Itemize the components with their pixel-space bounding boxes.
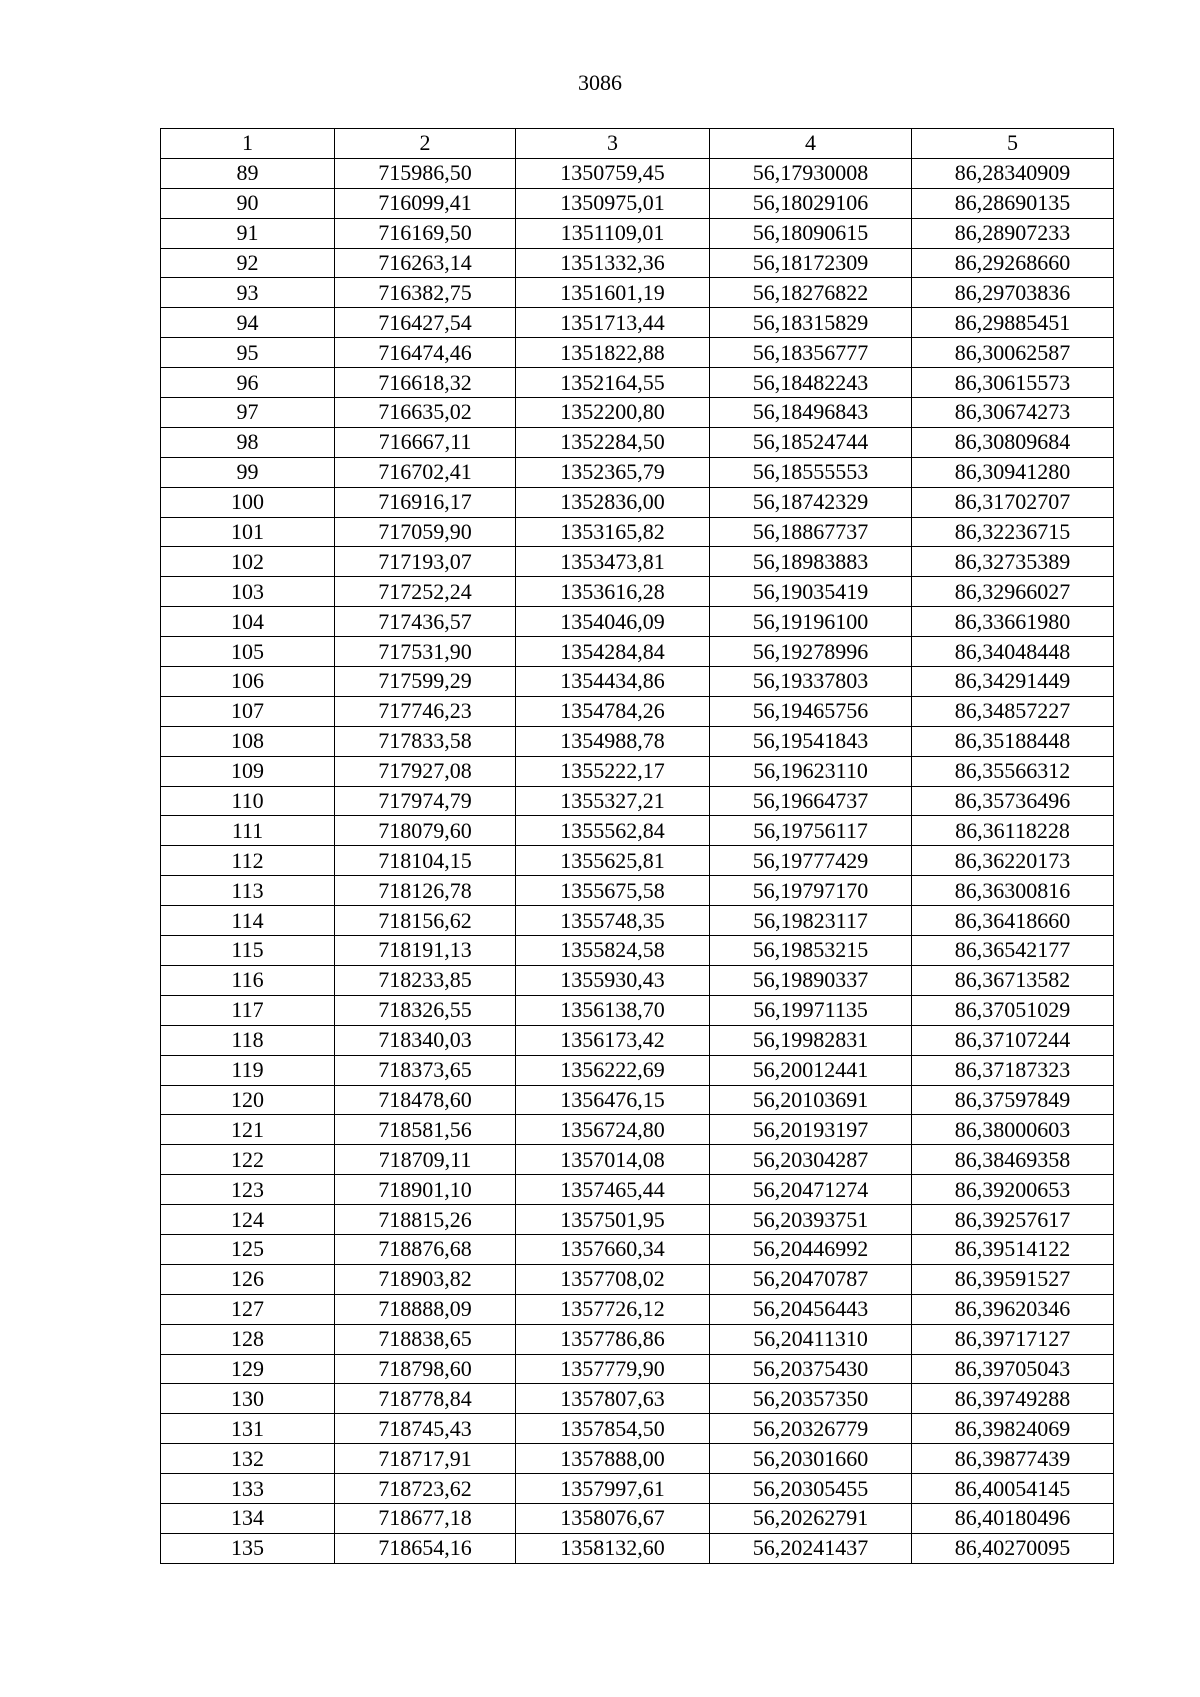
- table-cell-col-1: 90: [161, 188, 335, 218]
- table-cell-col-3: 1351109,01: [516, 218, 710, 248]
- table-row: [161, 1474, 1114, 1504]
- column-header-3: 3: [516, 129, 710, 159]
- table-cell-col-4: 56,20304287: [710, 1145, 912, 1175]
- table-cell-col-3: 1352365,79: [516, 457, 710, 487]
- table-row: [161, 637, 1114, 667]
- table-cell-col-5: 86,39620346: [912, 1294, 1114, 1324]
- table-cell-col-1: 125: [161, 1234, 335, 1264]
- table-cell-col-2: 716667,11: [335, 427, 516, 457]
- table-cell-col-2: 718654,16: [335, 1533, 516, 1563]
- table-cell-col-5: 86,39717127: [912, 1324, 1114, 1354]
- coordinates-table: [160, 128, 1114, 1564]
- table-cell-col-1: 133: [161, 1474, 335, 1504]
- table-cell-col-1: 124: [161, 1205, 335, 1235]
- table-cell-col-5: 86,32966027: [912, 577, 1114, 607]
- table-row: [161, 457, 1114, 487]
- table-cell-col-5: 86,37187323: [912, 1055, 1114, 1085]
- table-cell-col-2: 718340,03: [335, 1025, 516, 1055]
- table-cell-col-1: 119: [161, 1055, 335, 1085]
- table-row: [161, 1444, 1114, 1474]
- table-cell-col-4: 56,18524744: [710, 427, 912, 457]
- table-cell-col-3: 1354784,26: [516, 696, 710, 726]
- table-cell-col-1: 111: [161, 816, 335, 846]
- table-cell-col-2: 717746,23: [335, 696, 516, 726]
- table-cell-col-4: 56,19623110: [710, 756, 912, 786]
- table-cell-col-5: 86,29268660: [912, 248, 1114, 278]
- table-cell-col-4: 56,18090615: [710, 218, 912, 248]
- table-cell-col-3: 1355562,84: [516, 816, 710, 846]
- table-cell-col-4: 56,19664737: [710, 786, 912, 816]
- table-cell-col-3: 1355824,58: [516, 936, 710, 966]
- table-cell-col-4: 56,18029106: [710, 188, 912, 218]
- table-cell-col-5: 86,28690135: [912, 188, 1114, 218]
- table-cell-col-4: 56,19797170: [710, 876, 912, 906]
- table-cell-col-4: 56,19971135: [710, 995, 912, 1025]
- table-cell-col-2: 717059,90: [335, 517, 516, 547]
- table-cell-col-3: 1355748,35: [516, 906, 710, 936]
- table-cell-col-1: 114: [161, 906, 335, 936]
- table-cell-col-5: 86,38000603: [912, 1115, 1114, 1145]
- table-cell-col-5: 86,39514122: [912, 1234, 1114, 1264]
- table-cell-col-5: 86,30062587: [912, 338, 1114, 368]
- table-cell-col-3: 1350759,45: [516, 158, 710, 188]
- table-cell-col-3: 1355222,17: [516, 756, 710, 786]
- table-cell-col-5: 86,28340909: [912, 158, 1114, 188]
- table-cell-col-1: 100: [161, 487, 335, 517]
- table-row: [161, 1294, 1114, 1324]
- table-cell-col-2: 717436,57: [335, 607, 516, 637]
- table-cell-col-2: 716618,32: [335, 368, 516, 398]
- table-cell-col-2: 718745,43: [335, 1414, 516, 1444]
- table-cell-col-4: 56,19890337: [710, 965, 912, 995]
- table-cell-col-4: 56,19982831: [710, 1025, 912, 1055]
- table-cell-col-1: 131: [161, 1414, 335, 1444]
- table-cell-col-5: 86,30674273: [912, 398, 1114, 428]
- table-cell-col-2: 716474,46: [335, 338, 516, 368]
- table-cell-col-4: 56,20446992: [710, 1234, 912, 1264]
- table-cell-col-3: 1352164,55: [516, 368, 710, 398]
- table-cell-col-5: 86,38469358: [912, 1145, 1114, 1175]
- table-cell-col-1: 117: [161, 995, 335, 1025]
- table-cell-col-2: 718373,65: [335, 1055, 516, 1085]
- table-cell-col-3: 1352200,80: [516, 398, 710, 428]
- table-cell-col-1: 109: [161, 756, 335, 786]
- table-cell-col-4: 56,18867737: [710, 517, 912, 547]
- table-row: [161, 1055, 1114, 1085]
- table-cell-col-4: 56,20262791: [710, 1503, 912, 1533]
- table-row: [161, 1085, 1114, 1115]
- table-row: [161, 906, 1114, 936]
- table-cell-col-5: 86,37107244: [912, 1025, 1114, 1055]
- table-cell-col-2: 718079,60: [335, 816, 516, 846]
- table-row: [161, 696, 1114, 726]
- table-cell-col-1: 91: [161, 218, 335, 248]
- table-cell-col-1: 122: [161, 1145, 335, 1175]
- table-row: [161, 1025, 1114, 1055]
- table-cell-col-3: 1358076,67: [516, 1503, 710, 1533]
- column-header-4: 4: [710, 129, 912, 159]
- table-cell-col-1: 92: [161, 248, 335, 278]
- table-cell-col-3: 1353165,82: [516, 517, 710, 547]
- table-row: [161, 846, 1114, 876]
- table-row: [161, 1234, 1114, 1264]
- table-cell-col-5: 86,40054145: [912, 1474, 1114, 1504]
- table-cell-col-1: 97: [161, 398, 335, 428]
- table-cell-col-4: 56,18482243: [710, 368, 912, 398]
- table-cell-col-2: 717599,29: [335, 667, 516, 697]
- table-row: [161, 158, 1114, 188]
- table-row: [161, 965, 1114, 995]
- table-cell-col-5: 86,39877439: [912, 1444, 1114, 1474]
- table-cell-col-1: 123: [161, 1175, 335, 1205]
- table-cell-col-2: 718478,60: [335, 1085, 516, 1115]
- table-cell-col-1: 93: [161, 278, 335, 308]
- table-cell-col-1: 130: [161, 1384, 335, 1414]
- table-cell-col-4: 56,19035419: [710, 577, 912, 607]
- table-cell-col-5: 86,36542177: [912, 936, 1114, 966]
- table-cell-col-5: 86,28907233: [912, 218, 1114, 248]
- table-cell-col-3: 1357660,34: [516, 1234, 710, 1264]
- table-cell-col-1: 126: [161, 1264, 335, 1294]
- table-cell-col-3: 1355930,43: [516, 965, 710, 995]
- table-cell-col-4: 56,20456443: [710, 1294, 912, 1324]
- table-cell-col-3: 1351332,36: [516, 248, 710, 278]
- table-cell-col-4: 56,20393751: [710, 1205, 912, 1235]
- table-cell-col-2: 715986,50: [335, 158, 516, 188]
- table-row: [161, 876, 1114, 906]
- table-cell-col-2: 716263,14: [335, 248, 516, 278]
- table-cell-col-4: 56,18555553: [710, 457, 912, 487]
- column-header-2: 2: [335, 129, 516, 159]
- table-row: [161, 1145, 1114, 1175]
- table-cell-col-1: 115: [161, 936, 335, 966]
- table-row: [161, 427, 1114, 457]
- table-cell-col-3: 1356724,80: [516, 1115, 710, 1145]
- table-cell-col-3: 1357786,86: [516, 1324, 710, 1354]
- table-cell-col-4: 56,20305455: [710, 1474, 912, 1504]
- table-cell-col-2: 716702,41: [335, 457, 516, 487]
- table-cell-col-3: 1354434,86: [516, 667, 710, 697]
- table-cell-col-4: 56,20301660: [710, 1444, 912, 1474]
- table-cell-col-5: 86,34048448: [912, 637, 1114, 667]
- table-cell-col-2: 718876,68: [335, 1234, 516, 1264]
- table-row: [161, 487, 1114, 517]
- table-cell-col-1: 108: [161, 726, 335, 756]
- table-cell-col-4: 56,20375430: [710, 1354, 912, 1384]
- table-cell-col-2: 718104,15: [335, 846, 516, 876]
- table-cell-col-2: 718126,78: [335, 876, 516, 906]
- table-cell-col-2: 718723,62: [335, 1474, 516, 1504]
- table-cell-col-3: 1355327,21: [516, 786, 710, 816]
- table-cell-col-4: 56,18356777: [710, 338, 912, 368]
- table-cell-col-5: 86,30615573: [912, 368, 1114, 398]
- table-cell-col-3: 1354988,78: [516, 726, 710, 756]
- table-cell-col-5: 86,39824069: [912, 1414, 1114, 1444]
- table-cell-col-3: 1357779,90: [516, 1354, 710, 1384]
- table-cell-col-2: 718233,85: [335, 965, 516, 995]
- table-cell-col-5: 86,36220173: [912, 846, 1114, 876]
- table-cell-col-3: 1354046,09: [516, 607, 710, 637]
- table-cell-col-5: 86,40270095: [912, 1533, 1114, 1563]
- table-row: [161, 607, 1114, 637]
- table-row: [161, 1205, 1114, 1235]
- table-cell-col-4: 56,19196100: [710, 607, 912, 637]
- table-cell-col-2: 716635,02: [335, 398, 516, 428]
- table-cell-col-2: 717833,58: [335, 726, 516, 756]
- table-cell-col-2: 718581,56: [335, 1115, 516, 1145]
- table-cell-col-1: 104: [161, 607, 335, 637]
- table-cell-col-5: 86,36118228: [912, 816, 1114, 846]
- table-cell-col-5: 86,39705043: [912, 1354, 1114, 1384]
- table-cell-col-2: 716169,50: [335, 218, 516, 248]
- table-cell-col-2: 718815,26: [335, 1205, 516, 1235]
- table-cell-col-1: 134: [161, 1503, 335, 1533]
- table-cell-col-4: 56,20411310: [710, 1324, 912, 1354]
- table-cell-col-4: 56,17930008: [710, 158, 912, 188]
- table-cell-col-4: 56,18276822: [710, 278, 912, 308]
- table-row: [161, 1384, 1114, 1414]
- table-row: [161, 338, 1114, 368]
- table-cell-col-5: 86,36418660: [912, 906, 1114, 936]
- table-cell-col-5: 86,39200653: [912, 1175, 1114, 1205]
- table-cell-col-3: 1357708,02: [516, 1264, 710, 1294]
- table-row: [161, 1115, 1114, 1145]
- table-cell-col-5: 86,35736496: [912, 786, 1114, 816]
- table-cell-col-2: 718156,62: [335, 906, 516, 936]
- table-cell-col-5: 86,29885451: [912, 308, 1114, 338]
- table-row: [161, 1414, 1114, 1444]
- table-cell-col-1: 129: [161, 1354, 335, 1384]
- table-cell-col-1: 94: [161, 308, 335, 338]
- table-row: [161, 248, 1114, 278]
- column-header-5: 5: [912, 129, 1114, 159]
- table-cell-col-3: 1357014,08: [516, 1145, 710, 1175]
- table-row: [161, 1264, 1114, 1294]
- table-cell-col-5: 86,35566312: [912, 756, 1114, 786]
- table-cell-col-1: 121: [161, 1115, 335, 1145]
- table-cell-col-1: 110: [161, 786, 335, 816]
- table-cell-col-1: 99: [161, 457, 335, 487]
- table-cell-col-5: 86,34291449: [912, 667, 1114, 697]
- table-cell-col-4: 56,18983883: [710, 547, 912, 577]
- table-cell-col-4: 56,19756117: [710, 816, 912, 846]
- table-cell-col-2: 718798,60: [335, 1354, 516, 1384]
- table-cell-col-4: 56,19823117: [710, 906, 912, 936]
- table-cell-col-3: 1356138,70: [516, 995, 710, 1025]
- table-row: [161, 368, 1114, 398]
- table-row: [161, 278, 1114, 308]
- table-cell-col-2: 717252,24: [335, 577, 516, 607]
- table-cell-col-3: 1357807,63: [516, 1384, 710, 1414]
- table-row: [161, 1324, 1114, 1354]
- table-row: [161, 667, 1114, 697]
- table-cell-col-3: 1352836,00: [516, 487, 710, 517]
- header-row: [161, 129, 1114, 159]
- table-cell-col-5: 86,39749288: [912, 1384, 1114, 1414]
- table-cell-col-1: 103: [161, 577, 335, 607]
- table-cell-col-1: 101: [161, 517, 335, 547]
- table-row: [161, 308, 1114, 338]
- table-row: [161, 936, 1114, 966]
- table-row: [161, 398, 1114, 428]
- table-cell-col-2: 717974,79: [335, 786, 516, 816]
- table-cell-col-4: 56,20103691: [710, 1085, 912, 1115]
- table-cell-col-5: 86,29703836: [912, 278, 1114, 308]
- table-cell-col-5: 86,36713582: [912, 965, 1114, 995]
- table-cell-col-2: 718326,55: [335, 995, 516, 1025]
- table-cell-col-2: 718778,84: [335, 1384, 516, 1414]
- table-cell-col-3: 1357726,12: [516, 1294, 710, 1324]
- table-row: [161, 1354, 1114, 1384]
- table-cell-col-2: 718903,82: [335, 1264, 516, 1294]
- table-cell-col-2: 718838,65: [335, 1324, 516, 1354]
- table-row: [161, 995, 1114, 1025]
- table-cell-col-3: 1357888,00: [516, 1444, 710, 1474]
- table-cell-col-1: 95: [161, 338, 335, 368]
- table-row: [161, 517, 1114, 547]
- table-cell-col-5: 86,33661980: [912, 607, 1114, 637]
- table-cell-col-3: 1358132,60: [516, 1533, 710, 1563]
- table-row: [161, 1175, 1114, 1205]
- table-cell-col-2: 718717,91: [335, 1444, 516, 1474]
- page-number: 3086: [578, 70, 622, 95]
- table-cell-col-4: 56,20012441: [710, 1055, 912, 1085]
- table-cell-col-3: 1356222,69: [516, 1055, 710, 1085]
- table-cell-col-4: 56,19465756: [710, 696, 912, 726]
- table-cell-col-5: 86,37051029: [912, 995, 1114, 1025]
- table-cell-col-4: 56,18742329: [710, 487, 912, 517]
- table-row: [161, 726, 1114, 756]
- table-cell-col-3: 1352284,50: [516, 427, 710, 457]
- table-row: [161, 547, 1114, 577]
- table-cell-col-3: 1350975,01: [516, 188, 710, 218]
- table-cell-col-4: 56,18315829: [710, 308, 912, 338]
- table-cell-col-4: 56,20470787: [710, 1264, 912, 1294]
- table-cell-col-3: 1354284,84: [516, 637, 710, 667]
- table-cell-col-3: 1357854,50: [516, 1414, 710, 1444]
- column-header-1: 1: [161, 129, 335, 159]
- table-cell-col-3: 1353616,28: [516, 577, 710, 607]
- table-cell-col-5: 86,34857227: [912, 696, 1114, 726]
- table-row: [161, 786, 1114, 816]
- table-cell-col-5: 86,39591527: [912, 1264, 1114, 1294]
- table-cell-col-4: 56,20326779: [710, 1414, 912, 1444]
- table-cell-col-2: 716916,17: [335, 487, 516, 517]
- table-cell-col-3: 1356476,15: [516, 1085, 710, 1115]
- table-cell-col-1: 98: [161, 427, 335, 457]
- table-cell-col-2: 718709,11: [335, 1145, 516, 1175]
- table-row: [161, 816, 1114, 846]
- table-cell-col-4: 56,20241437: [710, 1533, 912, 1563]
- table-cell-col-5: 86,35188448: [912, 726, 1114, 756]
- table-cell-col-5: 86,32735389: [912, 547, 1114, 577]
- table-cell-col-2: 718191,13: [335, 936, 516, 966]
- table-row: [161, 577, 1114, 607]
- table-row: [161, 1533, 1114, 1563]
- table-cell-col-3: 1355675,58: [516, 876, 710, 906]
- table-cell-col-3: 1351601,19: [516, 278, 710, 308]
- table-cell-col-2: 718901,10: [335, 1175, 516, 1205]
- table-cell-col-4: 56,19278996: [710, 637, 912, 667]
- table-cell-col-1: 107: [161, 696, 335, 726]
- table-cell-col-3: 1351822,88: [516, 338, 710, 368]
- table-cell-col-4: 56,20193197: [710, 1115, 912, 1145]
- table-row: [161, 1503, 1114, 1533]
- table-cell-col-1: 96: [161, 368, 335, 398]
- table-row: [161, 188, 1114, 218]
- table-cell-col-1: 89: [161, 158, 335, 188]
- table-cell-col-3: 1353473,81: [516, 547, 710, 577]
- table-cell-col-4: 56,19853215: [710, 936, 912, 966]
- table-cell-col-1: 106: [161, 667, 335, 697]
- table-cell-col-4: 56,18172309: [710, 248, 912, 278]
- table-cell-col-3: 1351713,44: [516, 308, 710, 338]
- table-cell-col-2: 717193,07: [335, 547, 516, 577]
- table-cell-col-5: 86,36300816: [912, 876, 1114, 906]
- table-cell-col-4: 56,20357350: [710, 1384, 912, 1414]
- table-cell-col-3: 1357997,61: [516, 1474, 710, 1504]
- table-cell-col-4: 56,18496843: [710, 398, 912, 428]
- table-cell-col-2: 717531,90: [335, 637, 516, 667]
- table-cell-col-4: 56,19777429: [710, 846, 912, 876]
- table-cell-col-1: 112: [161, 846, 335, 876]
- table-body: [161, 158, 1114, 1563]
- table-cell-col-4: 56,19541843: [710, 726, 912, 756]
- table-cell-col-2: 718677,18: [335, 1503, 516, 1533]
- table-cell-col-5: 86,30809684: [912, 427, 1114, 457]
- table-cell-col-2: 716382,75: [335, 278, 516, 308]
- table-cell-col-5: 86,31702707: [912, 487, 1114, 517]
- table-cell-col-3: 1355625,81: [516, 846, 710, 876]
- table-cell-col-5: 86,39257617: [912, 1205, 1114, 1235]
- table-cell-col-4: 56,20471274: [710, 1175, 912, 1205]
- table-row: [161, 756, 1114, 786]
- table-cell-col-1: 116: [161, 965, 335, 995]
- table-cell-col-1: 118: [161, 1025, 335, 1055]
- table-header: [161, 129, 1114, 159]
- table-cell-col-1: 132: [161, 1444, 335, 1474]
- table-cell-col-1: 127: [161, 1294, 335, 1324]
- table-row: [161, 218, 1114, 248]
- table-cell-col-1: 113: [161, 876, 335, 906]
- table-cell-col-2: 716427,54: [335, 308, 516, 338]
- table-cell-col-3: 1357465,44: [516, 1175, 710, 1205]
- table-cell-col-1: 135: [161, 1533, 335, 1563]
- table-cell-col-1: 105: [161, 637, 335, 667]
- table-cell-col-5: 86,40180496: [912, 1503, 1114, 1533]
- table-cell-col-5: 86,32236715: [912, 517, 1114, 547]
- table-cell-col-2: 718888,09: [335, 1294, 516, 1324]
- table-cell-col-5: 86,30941280: [912, 457, 1114, 487]
- table-cell-col-5: 86,37597849: [912, 1085, 1114, 1115]
- table-cell-col-1: 102: [161, 547, 335, 577]
- table-cell-col-2: 716099,41: [335, 188, 516, 218]
- table-cell-col-3: 1357501,95: [516, 1205, 710, 1235]
- table-cell-col-4: 56,19337803: [710, 667, 912, 697]
- table-cell-col-1: 120: [161, 1085, 335, 1115]
- table-cell-col-2: 717927,08: [335, 756, 516, 786]
- table-cell-col-3: 1356173,42: [516, 1025, 710, 1055]
- table-cell-col-1: 128: [161, 1324, 335, 1354]
